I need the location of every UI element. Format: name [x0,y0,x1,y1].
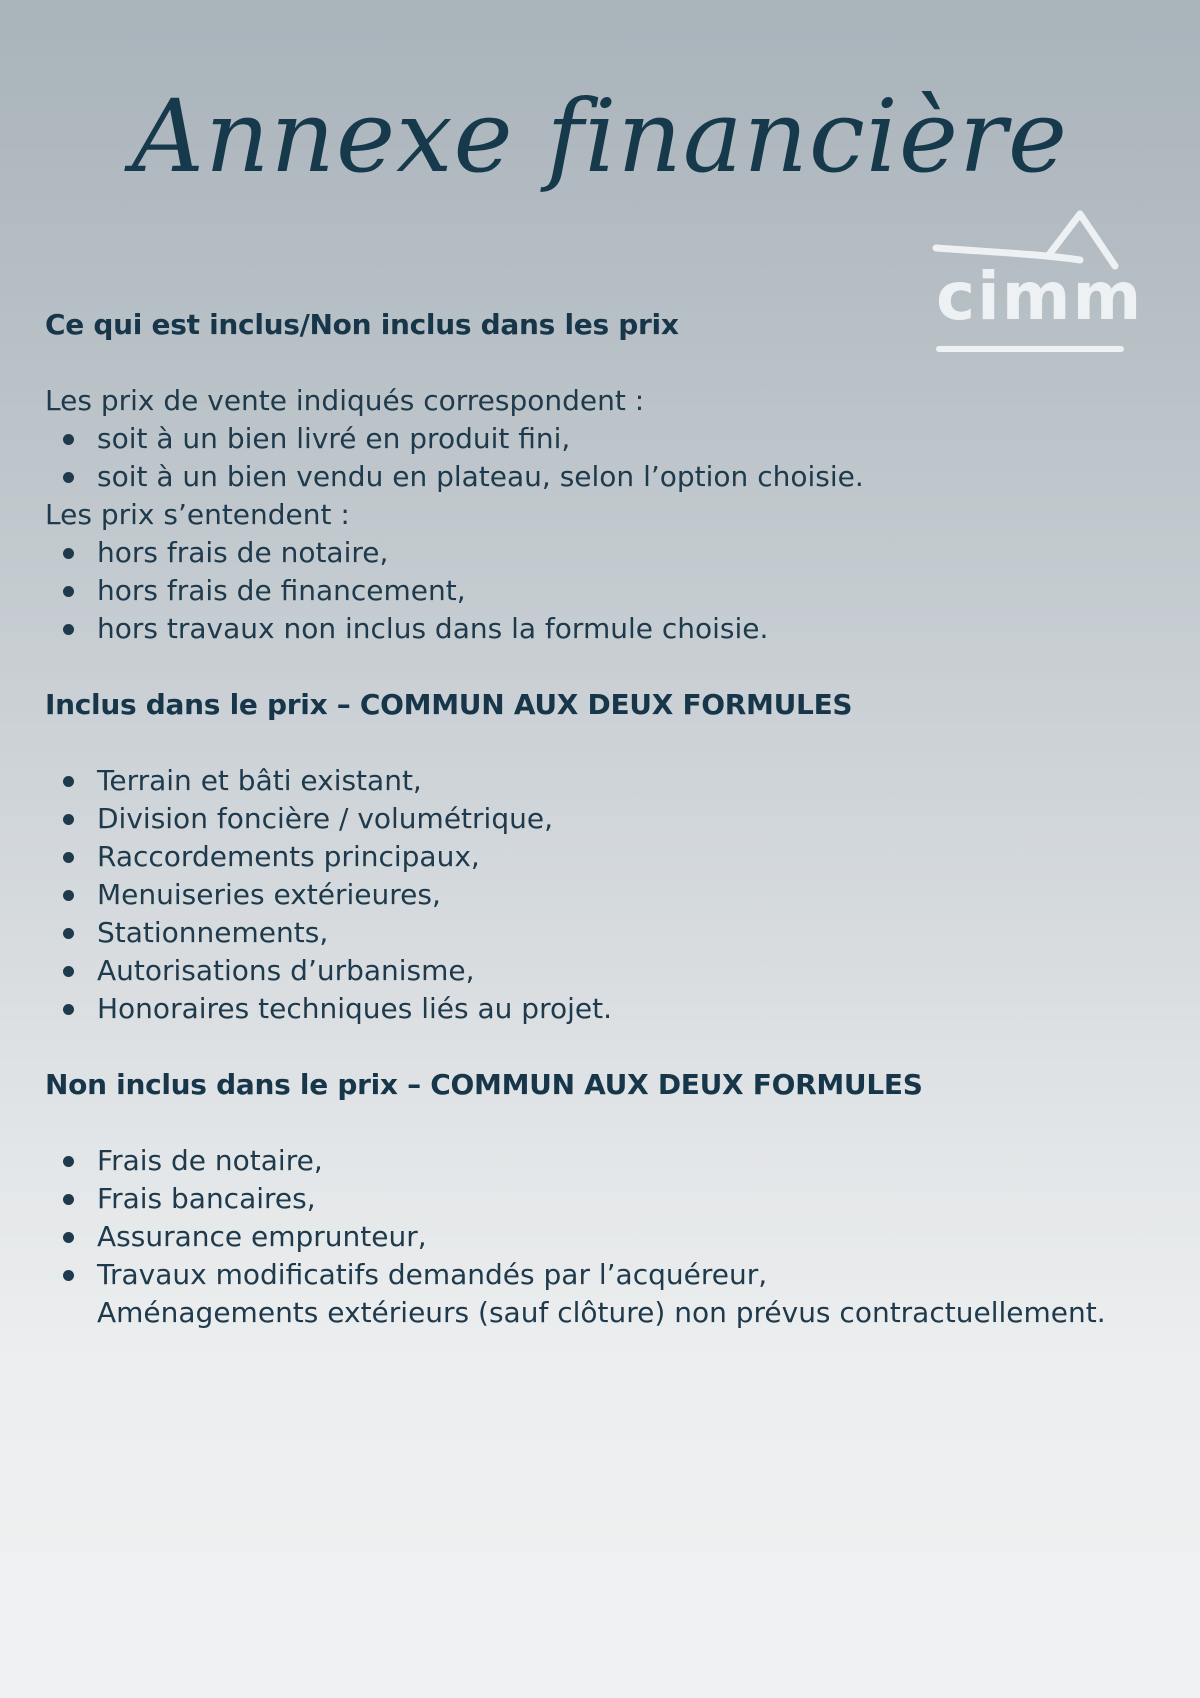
list-prix-entendent [45,534,1165,648]
list-item-continuation: Aménagements extérieurs (sauf clôture) non prévus contractuellement. [97,1296,1106,1329]
list-item: hors travaux non inclus dans la formule choisie. [45,610,1165,648]
list-item: Autorisations d’urbanisme, [45,952,1165,990]
list-item: soit à un bien livré en produit fini, [45,420,1165,458]
logo-text: cimm [936,258,1144,335]
bullet-icon [63,890,74,901]
bullet-icon [63,1156,74,1167]
section-heading-non-inclus: Non inclus dans le prix – COMMUN AUX DEUX FORMULES [45,1068,923,1101]
intro-prix-entendent: Les prix s’entendent : [45,498,350,531]
bullet-icon [63,434,74,445]
section-heading-inclus-non-inclus: Ce qui est inclus/Non inclus dans les prix [45,308,679,341]
page-title: Annexe financière [131,78,1069,195]
list-item: Terrain et bâti existant, [45,762,1165,800]
list-non-inclus [45,1142,1165,1332]
section-heading-inclus: Inclus dans le prix – COMMUN AUX DEUX FORMULES [45,688,853,721]
bullet-icon [63,472,74,483]
bullet-icon [63,966,74,977]
bullet-icon [63,586,74,597]
bullet-icon [63,548,74,559]
bullet-icon [63,1194,74,1205]
list-item: Travaux modificatifs demandés par l’acquéreur, [45,1256,1165,1294]
bullet-icon [63,852,74,863]
list-item: hors frais de notaire, [45,534,1165,572]
list-item: Honoraires techniques liés au projet. [45,990,1165,1028]
list-item: hors frais de financement, [45,572,1165,610]
list-prix-vente [45,420,1165,496]
list-item: Division foncière / volumétrique, [45,800,1165,838]
list-item: Menuiseries extérieures, [45,876,1165,914]
document-body [45,306,1165,1332]
bullet-icon [63,1004,74,1015]
bullet-icon [63,928,74,939]
bullet-icon [63,624,74,635]
bullet-icon [63,1270,74,1281]
list-item: Raccordements principaux, [45,838,1165,876]
list-item: Stationnements, [45,914,1165,952]
list-inclus [45,762,1165,1028]
list-item: soit à un bien vendu en plateau, selon l’option choisie. [45,458,1165,496]
list-item: Frais de notaire, [45,1142,1165,1180]
intro-prix-vente: Les prix de vente indiqués correspondent : [45,384,645,417]
list-item: Assurance emprunteur, [45,1218,1165,1256]
bullet-icon [63,814,74,825]
bullet-icon [63,1232,74,1243]
list-item: Frais bancaires, [45,1180,1165,1218]
bullet-icon [63,776,74,787]
